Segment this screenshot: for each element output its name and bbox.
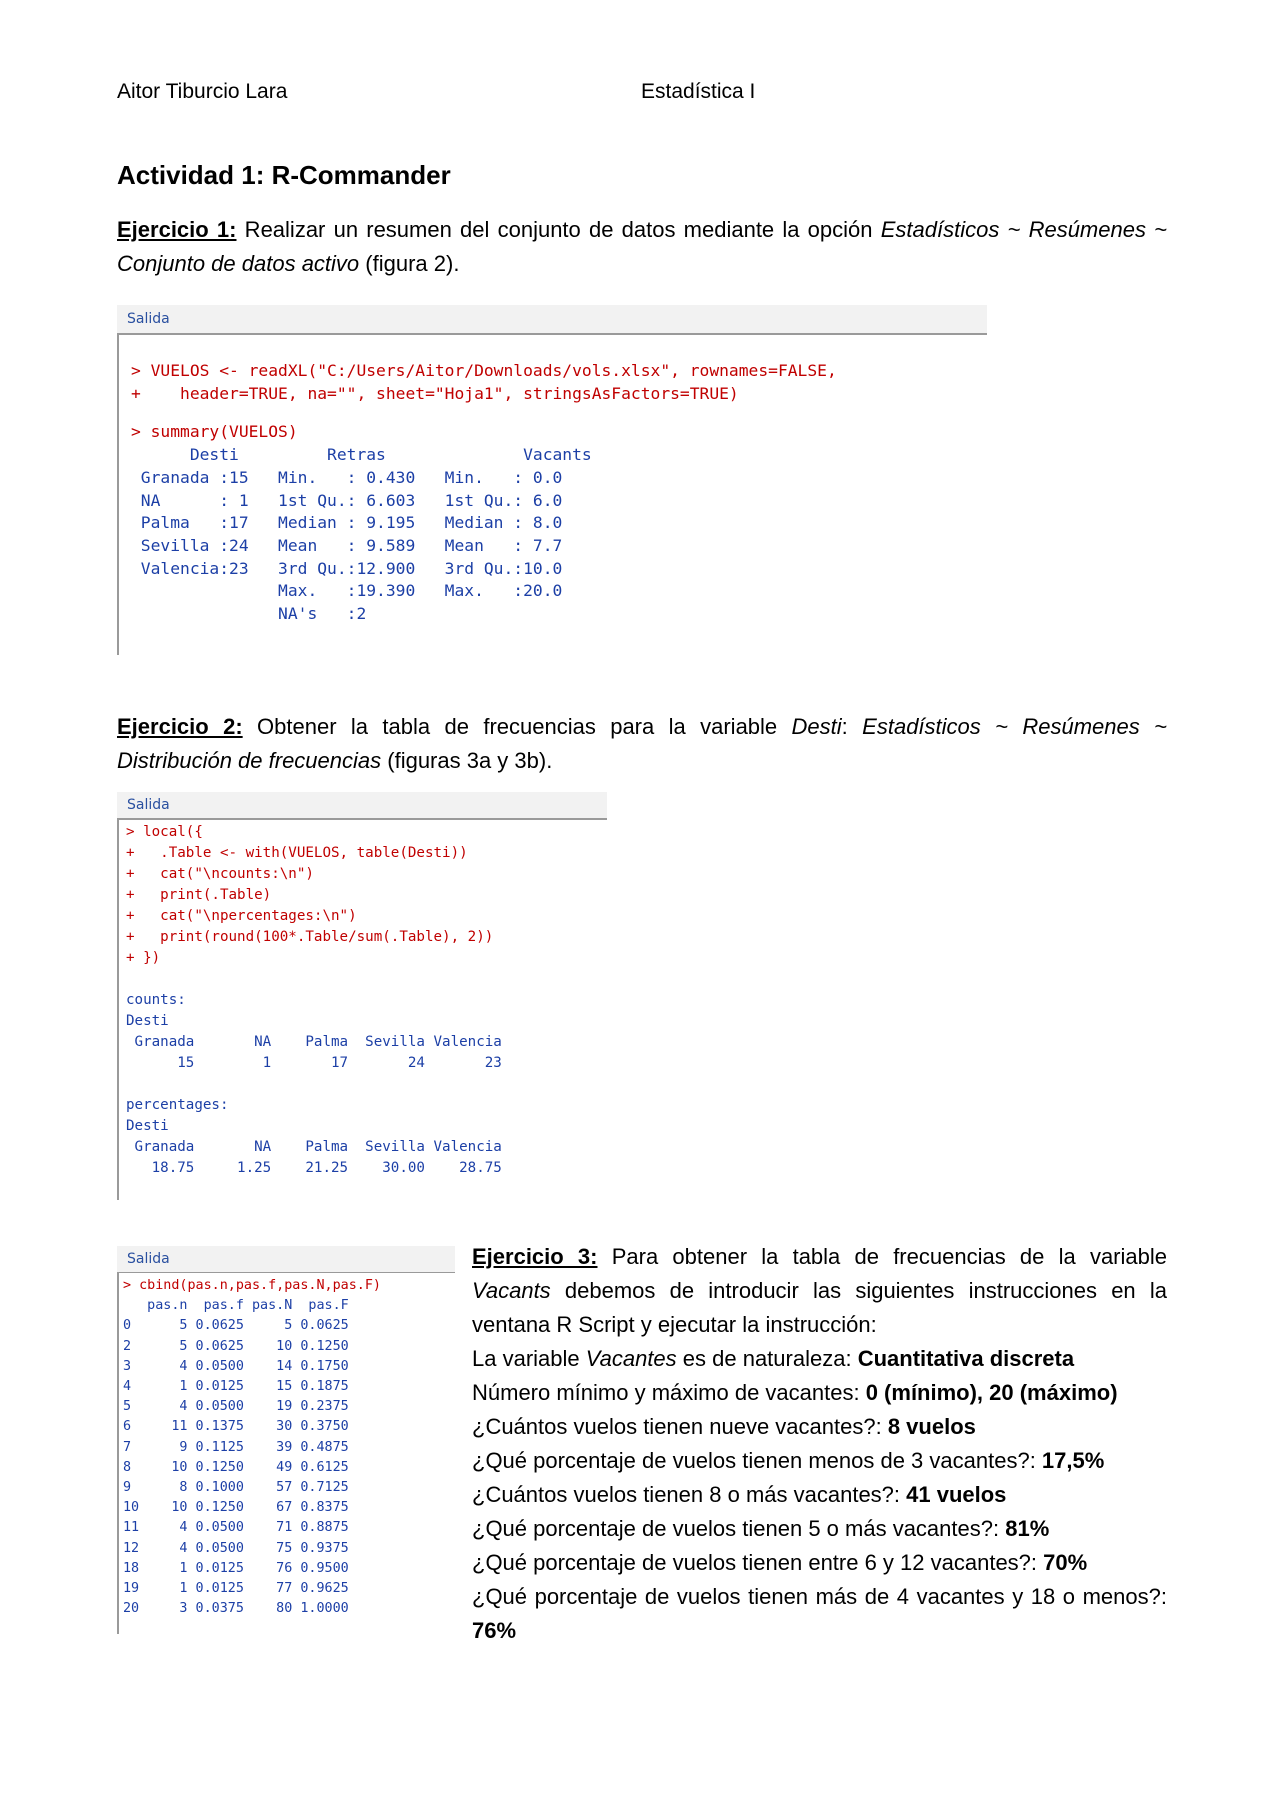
- panel-title: Salida: [117, 305, 987, 335]
- ejercicio-3-text: Para obtener la tabla de frecuencias de la variable: [597, 1244, 1167, 1269]
- question-text: ¿Qué porcentaje de vuelos tienen 5 o más vacantes?:: [472, 1516, 1006, 1541]
- ejercicio-1-menu-path: Estadísticos ~ Resúmenes ~ Conjunto de datos activo: [117, 217, 1168, 276]
- ejercicio-1-label: Ejercicio 1:: [117, 217, 237, 242]
- page-title: Actividad 1: R-Commander: [117, 160, 451, 190]
- ejercicio-1-text: Realizar un resumen del conjunto de datos mediante la opción: [236, 217, 881, 242]
- r-command-summary: > summary(VUELOS): [131, 422, 298, 442]
- question-min-max: [472, 1376, 1167, 1410]
- answer: 76%: [472, 1618, 517, 1643]
- panel-body: [117, 820, 607, 1200]
- ejercicio-2-menu-path: Estadísticos ~ Resúmenes ~ Distribución de frecuencias: [117, 714, 1167, 773]
- answer: 70%: [1043, 1550, 1088, 1575]
- panel-title: Salida: [117, 792, 607, 820]
- panel-body: [117, 1273, 455, 1634]
- question-5-or-more: [472, 1512, 1167, 1546]
- question-text: ¿Qué porcentaje de vuelos tienen entre 6 y 12 vacantes?:: [472, 1550, 1044, 1575]
- r-output-panel-frequencies: [117, 792, 607, 1200]
- ejercicio-3-variable: Vacants: [472, 1278, 551, 1303]
- question-over-4-max-18: [472, 1580, 1167, 1648]
- question-6-to-12: [472, 1546, 1167, 1580]
- answer: 0 (mínimo), 20 (máximo): [865, 1380, 1118, 1405]
- question-text: ¿Qué porcentaje de vuelos tienen menos de 3 vacantes?:: [472, 1448, 1042, 1473]
- ejercicio-1-paragraph: [117, 213, 1167, 281]
- ejercicio-2-text: Obtener la tabla de frecuencias para la variable: [242, 714, 792, 739]
- r-command-local-table: > local({ + .Table <- with(VUELOS, table(Desti)) + cat("\ncounts:\n") + print(.Table) + cat("\npercentages:\n") + print(round(100*.Table/sum(.Table), 2)) + }): [126, 824, 494, 966]
- question-text: Número mínimo y máximo de vacantes:: [472, 1380, 866, 1405]
- r-output-panel-cbind: [117, 1246, 455, 1634]
- answer: Cuantitativa discreta: [857, 1346, 1075, 1371]
- question-8-or-more: [472, 1478, 1167, 1512]
- question-text: La variable: [472, 1346, 586, 1371]
- ejercicio-2-figure-ref: (figuras 3a y 3b).: [381, 748, 553, 773]
- question-text: ¿Cuántos vuelos tienen nueve vacantes?:: [472, 1414, 888, 1439]
- header-course: Estadística I: [641, 80, 756, 103]
- r-summary-output: Desti Retras Vacants Granada :15 Min. : 0.430 Min. : 0.0 NA : 1 1st Qu.: 6.603 1st Qu.: 6.0 Palma :17 Median : 9.195 Median : 8.0 Sevilla :24 Mean : 9.589 Mean : 7.7 Valencia:23 3rd Qu.:12.900 3rd Qu.:10.0 Max. :19.390 Max. :20.0 NA's :2: [140, 445, 592, 624]
- question-nine-vacancies: [472, 1410, 1167, 1444]
- r-command-readxl: > VUELOS <- readXL("C:/Users/Aitor/Downloads/vols.xlsx", rownames=FALSE, + header=TRUE, na="", sheet="Hoja1", stringsAsFactors=TRUE): [131, 361, 837, 403]
- ejercicio-2-colon: :: [841, 714, 863, 739]
- ejercicio-3-section: [472, 1240, 1167, 1648]
- header-author: Aitor Tiburcio Lara: [117, 80, 288, 103]
- answer: 8 vuelos: [887, 1414, 976, 1439]
- panel-body: [117, 335, 987, 655]
- ejercicio-2-label: Ejercicio 2:: [117, 714, 243, 739]
- question-text: ¿Cuántos vuelos tienen 8 o más vacantes?:: [472, 1482, 907, 1507]
- r-output-panel-summary: [117, 305, 987, 655]
- question-nature: [472, 1342, 1167, 1376]
- question-variable: Vacantes: [585, 1346, 677, 1371]
- answer: 41 vuelos: [906, 1482, 1007, 1507]
- r-command-cbind: > cbind(pas.n,pas.f,pas.N,pas.F): [123, 1278, 381, 1293]
- answer: 81%: [1005, 1516, 1050, 1541]
- ejercicio-3-text-cont: debemos de introducir las siguientes instrucciones en la ventana R Script y ejecutar la instrucción:: [472, 1278, 1167, 1337]
- ejercicio-2-paragraph: [117, 710, 1167, 778]
- question-less-than-3: [472, 1444, 1167, 1478]
- ejercicio-2-variable: Desti: [791, 714, 842, 739]
- question-text: ¿Qué porcentaje de vuelos tienen más de 4 vacantes y 18 o menos?:: [472, 1584, 1167, 1609]
- panel-title: Salida: [117, 1246, 455, 1273]
- r-frequency-output: counts: Desti Granada NA Palma Sevilla Valencia 15 1 17 24 23 percentages: Desti Granada NA Palma Sevilla Valencia 18.75 1.25 21.25 30.00 28.75: [126, 992, 502, 1176]
- ejercicio-3-label: Ejercicio 3:: [472, 1244, 598, 1269]
- question-text: es de naturaleza:: [676, 1346, 858, 1371]
- r-cbind-output: pas.n pas.f pas.N pas.F 0 5 0.0625 5 0.0625 2 5 0.0625 10 0.1250 3 4 0.0500 14 0.1750 4 1 0.0125 15 0.1875 5 4 0.0500 19 0.2375 6 11 0.1375 30 0.3750 7 9 0.1125 39 0.4875 8 10 0.1250 49 0.6125 9 8 0.1000 57 0.7125 10 10 0.1250 67 0.8375 11 4 0.0500 71 0.8875 12 4 0.0500 75 0.9375 18 1 0.0125 76 0.9500 19 1 0.0125 77 0.9625 20 3 0.0375 80 1.0000: [123, 1298, 349, 1617]
- ejercicio-3-intro: [472, 1240, 1167, 1342]
- answer: 17,5%: [1041, 1448, 1105, 1473]
- ejercicio-1-figure-ref: (figura 2).: [359, 251, 460, 276]
